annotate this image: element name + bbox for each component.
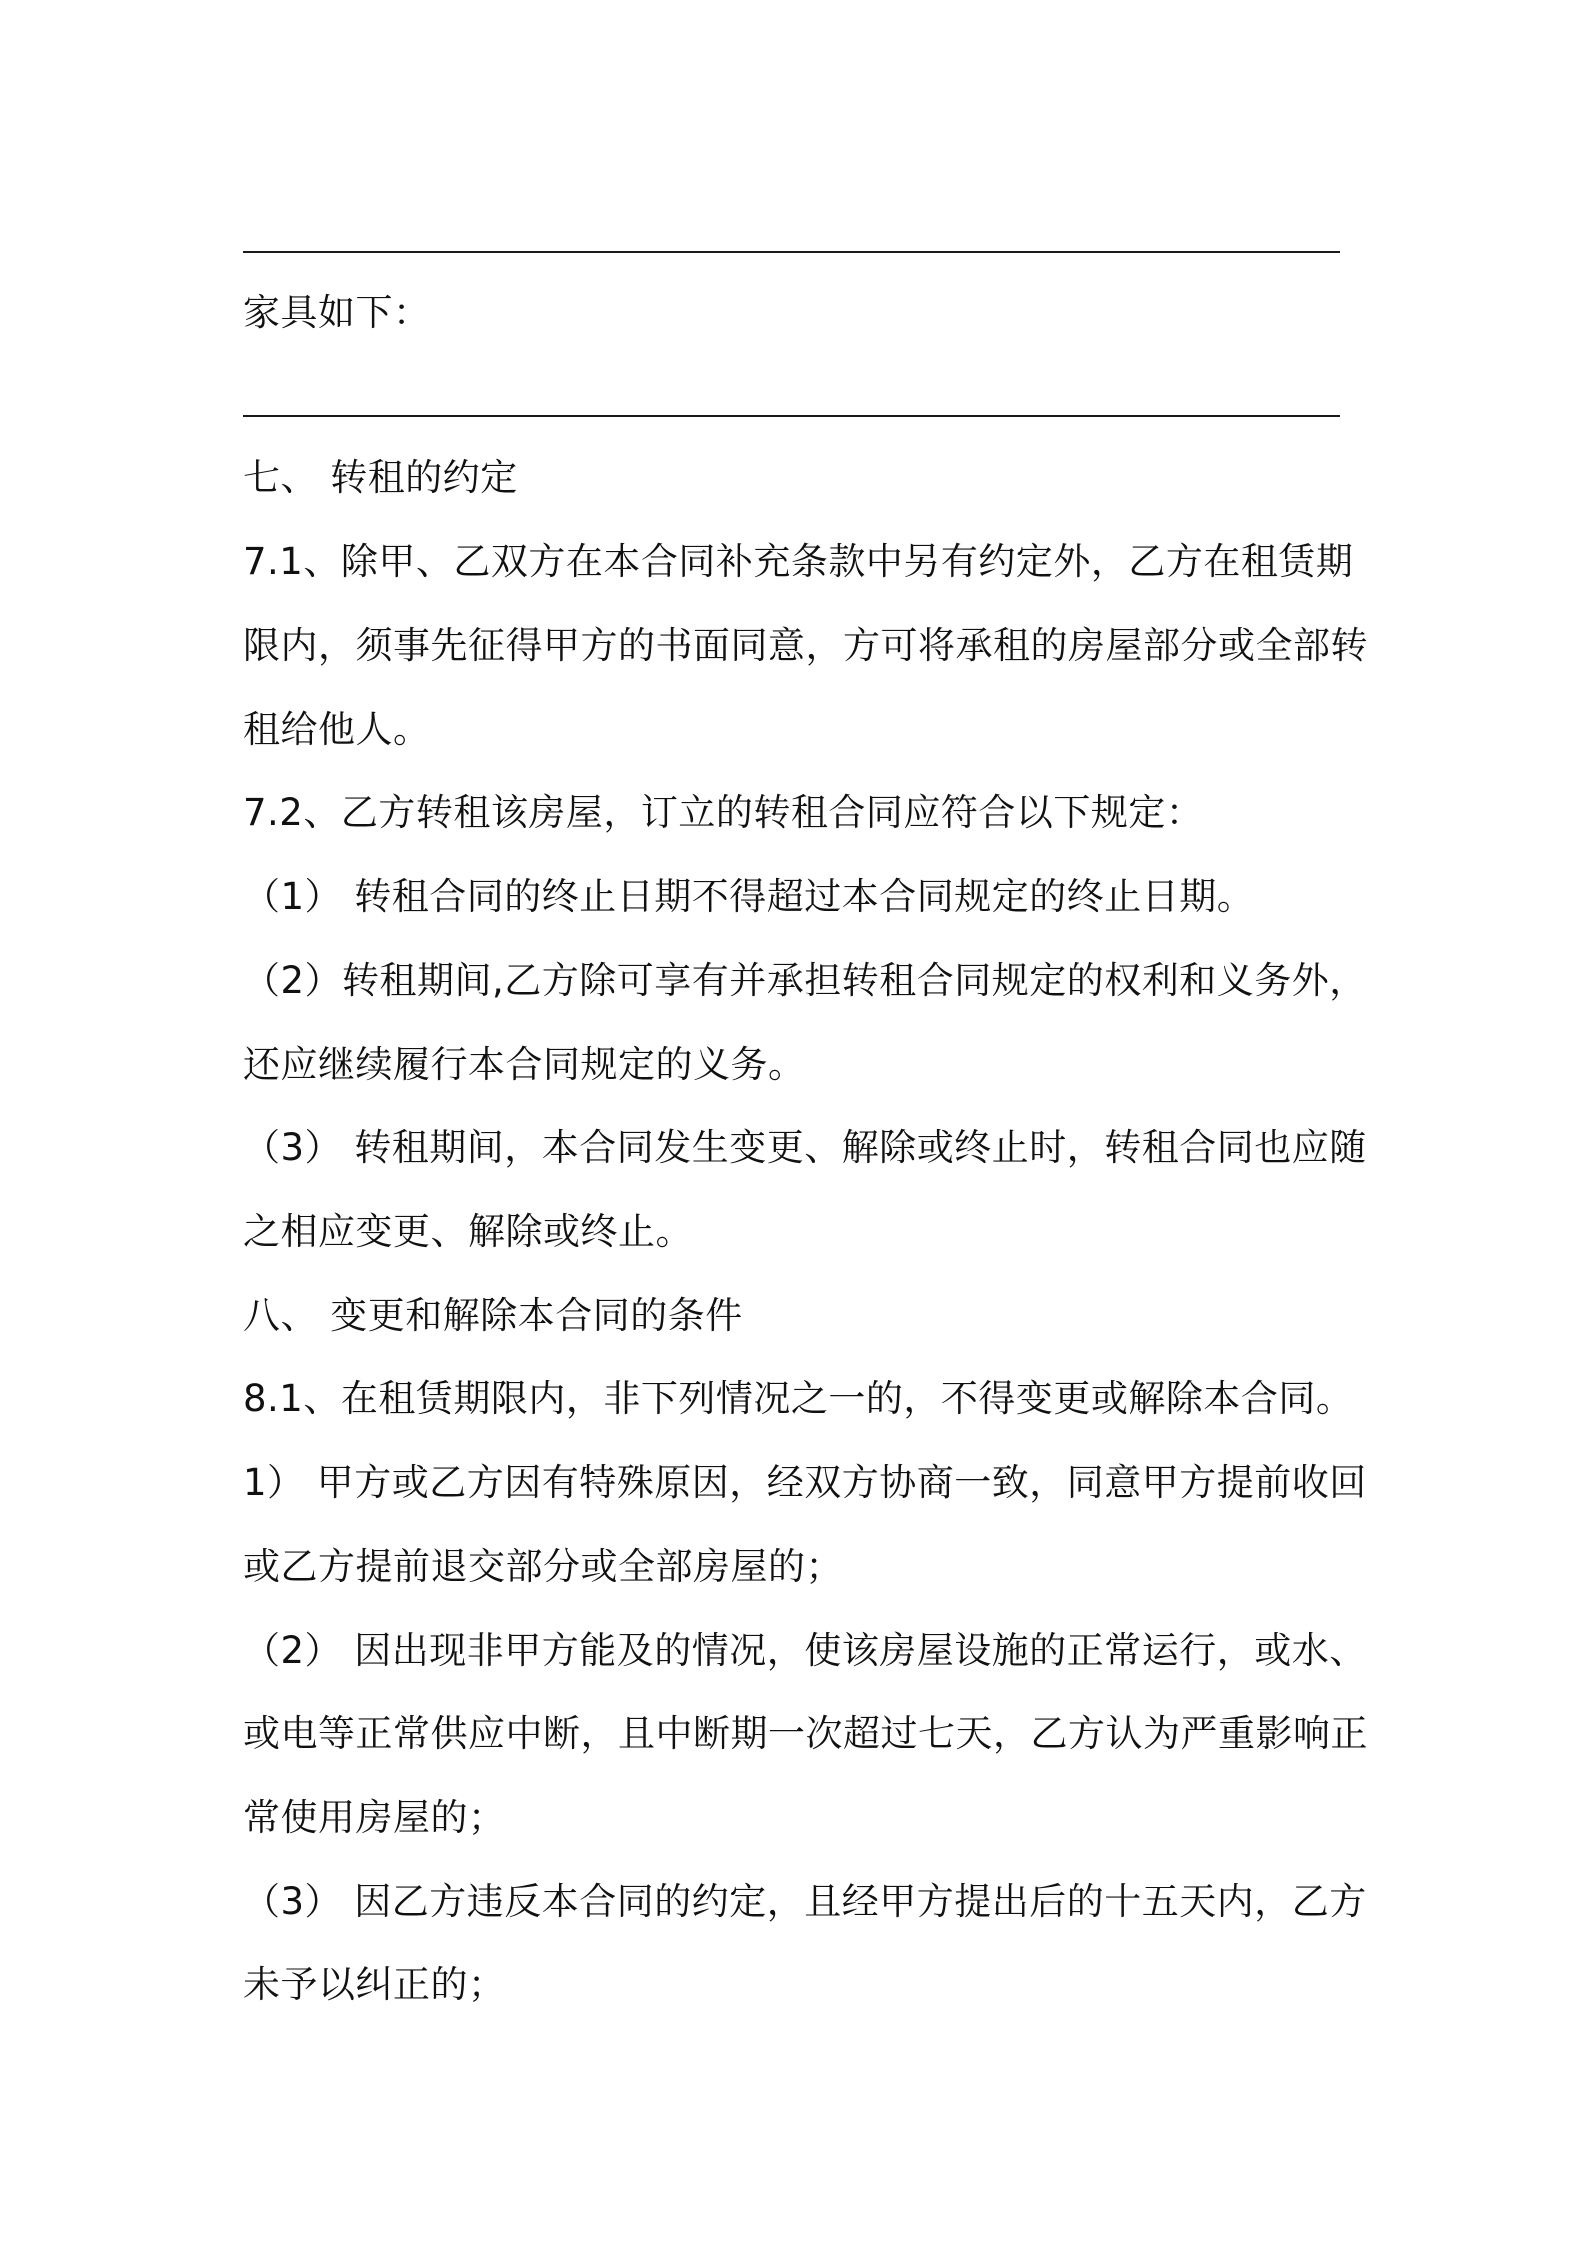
clause-7-1-line-1: 7.1、除甲、乙双方在本合同补充条款中另有约定外，乙方在租赁期 — [243, 540, 1354, 583]
clause-7-2-item-2-line-2: 还应继续履行本合同规定的义务。 — [243, 1043, 806, 1086]
clause-7-1-line-3: 租给他人。 — [243, 708, 431, 751]
blank-fill-line — [243, 251, 1340, 253]
clause-8-1-item-3-line-1: （3） 因乙方违反本合同的约定，且经甲方提出后的十五天内，乙方 — [243, 1880, 1367, 1923]
section-8-heading: 八、 变更和解除本合同的条件 — [243, 1294, 743, 1337]
clause-8-1-item-1-line-2: 或乙方提前退交部分或全部房屋的； — [243, 1545, 843, 1588]
section-7-heading: 七、 转租的约定 — [243, 456, 518, 499]
blank-fill-line — [243, 415, 1340, 417]
clause-7-2-item-1: （1） 转租合同的终止日期不得超过本合同规定的终止日期。 — [243, 875, 1255, 918]
clause-7-2-item-3-line-2: 之相应变更、解除或终止。 — [243, 1210, 693, 1253]
clause-7-2: 7.2、乙方转租该房屋，订立的转租合同应符合以下规定： — [243, 791, 1204, 834]
furniture-label: 家具如下： — [243, 291, 431, 334]
clause-8-1-item-3-line-2: 未予以纠正的； — [243, 1963, 506, 2006]
clause-7-2-item-3-line-1: （3） 转租期间，本合同发生变更、解除或终止时，转租合同也应随 — [243, 1126, 1367, 1169]
clause-8-1-item-2-line-3: 常使用房屋的； — [243, 1796, 506, 1839]
clause-7-2-item-2-line-1: （2）转租期间,乙方除可享有并承担转租合同规定的权利和义务外， — [243, 959, 1367, 1002]
clause-8-1: 8.1、在租赁期限内，非下列情况之一的，不得变更或解除本合同。 — [243, 1377, 1354, 1420]
clause-8-1-item-1-line-1: 1） 甲方或乙方因有特殊原因，经双方协商一致，同意甲方提前收回 — [243, 1461, 1367, 1504]
clause-7-1-line-2: 限内，须事先征得甲方的书面同意，方可将承租的房屋部分或全部转 — [243, 624, 1368, 667]
clause-8-1-item-2-line-1: （2） 因出现非甲方能及的情况，使该房屋设施的正常运行，或水、 — [243, 1629, 1367, 1672]
clause-8-1-item-2-line-2: 或电等正常供应中断，且中断期一次超过七天，乙方认为严重影响正 — [243, 1712, 1368, 1755]
